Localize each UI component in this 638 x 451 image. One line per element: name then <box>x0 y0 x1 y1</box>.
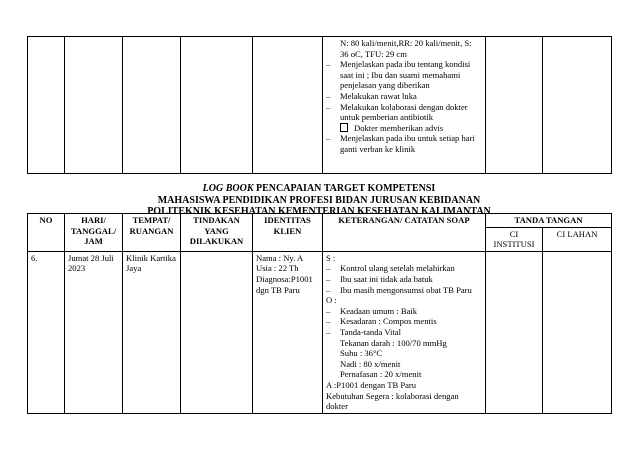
header-no: NO <box>28 214 65 252</box>
cell-empty <box>486 37 543 174</box>
title-line-3: POLITEKNIK KESEHATAN KEMENTERIAN KESEHATAN KALIMANTAN <box>147 206 491 218</box>
list-item: – Ibu masih mengonsumsi obat TB Paru <box>326 285 482 296</box>
cell-empty <box>253 37 323 174</box>
continued-table <box>27 36 612 174</box>
list-item: – Menjelaskan pada ibu tentang kondisi saat ini ; Ibu dan suami memahami penjelasan yang diberikan <box>326 59 482 91</box>
text-line: 36 oC, TFU: 29 cm <box>340 48 407 59</box>
header-keterangan: KETERANGAN/ CATATAN SOAP <box>323 214 486 252</box>
header-ci-institusi: CI INSTITUSI <box>486 227 543 251</box>
list-item: – Keadaan umum : Baik <box>326 306 482 317</box>
vital-line: Nadi : 80 x/menit <box>340 358 401 369</box>
cell-tempat: Klinik Kartika Jaya <box>123 251 181 413</box>
o-label: O : <box>326 295 337 306</box>
header-tanda-tangan: TANDA TANGAN <box>486 214 612 228</box>
title-rest: PENCAPAIAN TARGET KOMPETENSI <box>253 183 436 194</box>
header-tempat: TEMPAT/ RUANGAN <box>123 214 181 252</box>
vital-line: Tekanan darah : 100/70 mmHg <box>340 337 447 348</box>
cell-empty <box>543 37 612 174</box>
s-label: S : <box>326 252 336 263</box>
text-line: N: 80 kali/menit,RR: 20 kali/menit, S: <box>340 38 472 48</box>
header-ci-lahan: CI LAHAN <box>543 227 612 251</box>
list-item: – Melakukan kolaborasi dengan dokter untuk pemberian antibiotik <box>326 102 482 123</box>
header-tindakan: TINDAKAN YANG DILAKUKAN <box>181 214 253 252</box>
vital-line: Suhu : 36°C <box>340 348 383 359</box>
cell-ci-lahan <box>543 251 612 413</box>
cell-empty <box>123 37 181 174</box>
list-item: – Kesadaran : Compos mentis <box>326 316 482 327</box>
title-italic: LOG BOOK <box>202 183 254 194</box>
list-item: – Kontrol ulang setelah melahirkan <box>326 263 482 274</box>
title-line-1 <box>27 183 611 195</box>
sub-item-text: Dokter memberikan advis <box>354 122 444 133</box>
cell-identitas: Nama : Ny. A Usia : 22 Th Diagnosa:P1001 dgn TB Paru <box>253 251 323 413</box>
list-item: – Tanda-tanda Vital <box>326 327 482 338</box>
cell-no: 6. <box>28 251 65 413</box>
list-sub-item <box>326 123 482 134</box>
cell-tindakan <box>181 251 253 413</box>
cell-empty <box>28 37 65 174</box>
kebutuhan-line: Kebutuhan Segera : kolaborasi dengan dokter <box>326 390 459 412</box>
title-line-2: MAHASISWA PENDIDIKAN PROFESI BIDAN JURUSAN KEBIDANAN <box>157 194 481 206</box>
cell-hari: Jumat 28 Juli 2023 <box>65 251 123 413</box>
vital-line: Pernafasan : 20 x/menit <box>340 369 422 380</box>
cell-ci-institusi <box>486 251 543 413</box>
checkbox-glyph-icon <box>340 123 348 132</box>
cell-soap <box>323 251 486 413</box>
header-hari: HARI/ TANGGAL/ JAM <box>65 214 123 252</box>
header-identitas: IDENTITAS KLIEN <box>253 214 323 252</box>
soap-notes-continued <box>323 37 486 174</box>
list-item: – Melakukan rawat luka <box>326 91 482 102</box>
cell-empty <box>181 37 253 174</box>
a-line: A :P1001 dengan TB Paru <box>326 379 417 390</box>
log-book-table <box>27 213 612 414</box>
table-row <box>28 251 612 413</box>
list-item: – Menjelaskan pada ibu untuk setiap hari ganti verban ke klinik <box>326 133 482 154</box>
list-item: – Ibu saat ini tidak ada batuk <box>326 274 482 285</box>
cell-empty <box>65 37 123 174</box>
